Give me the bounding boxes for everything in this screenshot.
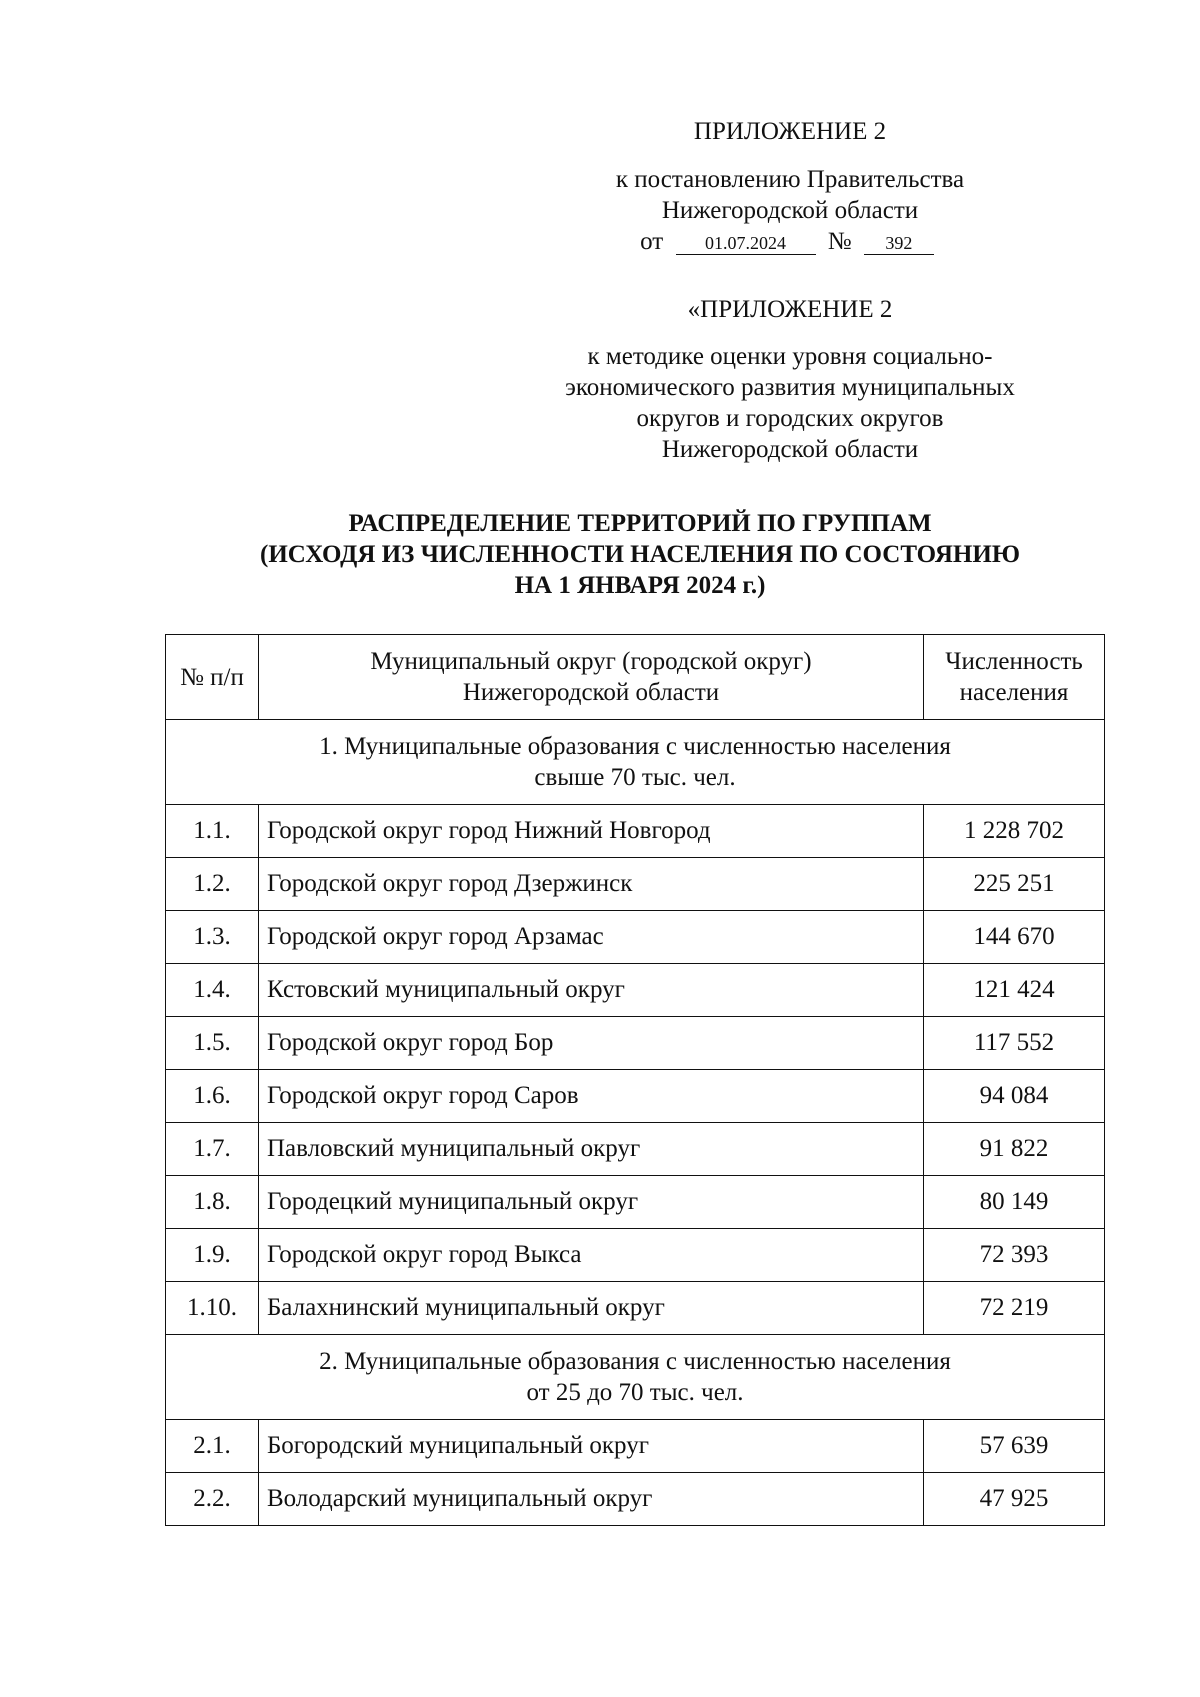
group-title-line2: свыше 70 тыс. чел.: [534, 764, 736, 791]
row-municipality: Балахнинский муниципальный округ: [258, 1282, 923, 1335]
methodology-reference-line: экономического развития муниципальных: [565, 374, 1015, 401]
table-row: [166, 1123, 1105, 1176]
header-population-line1: Численность: [945, 648, 1083, 675]
group-header-row: [166, 720, 1105, 805]
row-municipality: Володарский муниципальный округ: [258, 1473, 923, 1526]
row-municipality: Городецкий муниципальный округ: [258, 1176, 923, 1229]
header-population-line2: населения: [959, 679, 1069, 706]
row-number: 1.3.: [166, 911, 259, 964]
row-number: 1.6.: [166, 1070, 259, 1123]
group-title-line1: 1. Муниципальные образования с численностью населения: [319, 733, 951, 760]
row-number: 2.2.: [166, 1473, 259, 1526]
decree-date: 01.07.2024: [676, 232, 816, 255]
table-row: [166, 1282, 1105, 1335]
from-label: от: [640, 228, 664, 255]
row-population: 144 670: [924, 911, 1105, 964]
row-population: 72 393: [924, 1229, 1105, 1282]
document-title-line: (ИСХОДЯ ИЗ ЧИСЛЕННОСТИ НАСЕЛЕНИЯ ПО СОСТОЯНИЮ: [260, 541, 1020, 568]
row-municipality: Павловский муниципальный округ: [258, 1123, 923, 1176]
methodology-reference-line: округов и городских округов: [636, 405, 944, 432]
row-number: 1.5.: [166, 1017, 259, 1070]
annex-heading: [560, 116, 1020, 147]
document-title: [160, 508, 1120, 601]
methodology-reference-line: к методике оценки уровня социально-: [587, 343, 993, 370]
group-title: [166, 720, 1105, 805]
row-population: 1 228 702: [924, 805, 1105, 858]
row-population: 80 149: [924, 1176, 1105, 1229]
table-row: [166, 1473, 1105, 1526]
annex-reference-line: к постановлению Правительства: [615, 166, 965, 193]
header-municipality: [258, 635, 923, 720]
row-municipality: Городской округ город Арзамас: [258, 911, 923, 964]
row-number: 1.7.: [166, 1123, 259, 1176]
row-population: 117 552: [924, 1017, 1105, 1070]
group-title-line1: 2. Муниципальные образования с численностью населения: [319, 1348, 951, 1375]
row-number: 1.8.: [166, 1176, 259, 1229]
row-municipality: Городской округ город Бор: [258, 1017, 923, 1070]
header-number: № п/п: [166, 635, 259, 720]
group-title-line2: от 25 до 70 тыс. чел.: [526, 1379, 744, 1406]
row-population: 91 822: [924, 1123, 1105, 1176]
header-population: [924, 635, 1105, 720]
methodology-annex-title: «ПРИЛОЖЕНИЕ 2: [687, 296, 893, 323]
methodology-annex-heading: [560, 294, 1020, 325]
row-number: 2.1.: [166, 1420, 259, 1473]
row-municipality: Городской округ город Нижний Новгород: [258, 805, 923, 858]
row-number: 1.2.: [166, 858, 259, 911]
row-municipality: Городской округ город Дзержинск: [258, 858, 923, 911]
methodology-reference-line: Нижегородской области: [661, 436, 919, 463]
table-row: [166, 805, 1105, 858]
table-row: [166, 1176, 1105, 1229]
row-number: 1.1.: [166, 805, 259, 858]
table-row: [166, 858, 1105, 911]
row-municipality: Городской округ город Выкса: [258, 1229, 923, 1282]
population-table: [165, 634, 1105, 1526]
row-number: 1.10.: [166, 1282, 259, 1335]
annex-reference-line: Нижегородской области: [661, 197, 919, 224]
group-header-row: [166, 1335, 1105, 1420]
decree-dateline: [560, 226, 1020, 257]
table-row: [166, 1017, 1105, 1070]
document-title-line: РАСПРЕДЕЛЕНИЕ ТЕРРИТОРИЙ ПО ГРУППАМ: [348, 510, 932, 537]
header-municipality-line2: Нижегородской области: [462, 679, 720, 706]
row-population: 94 084: [924, 1070, 1105, 1123]
table-row: [166, 1229, 1105, 1282]
row-number: 1.4.: [166, 964, 259, 1017]
table-row: [166, 964, 1105, 1017]
row-population: 57 639: [924, 1420, 1105, 1473]
number-label: №: [827, 228, 852, 255]
row-population: 47 925: [924, 1473, 1105, 1526]
document-title-line: НА 1 ЯНВАРЯ 2024 г.): [514, 572, 766, 599]
table-row: [166, 1420, 1105, 1473]
row-municipality: Городской округ город Саров: [258, 1070, 923, 1123]
row-population: 225 251: [924, 858, 1105, 911]
annex-reference: [560, 164, 1020, 257]
row-population: 121 424: [924, 964, 1105, 1017]
row-municipality: Кстовский муниципальный округ: [258, 964, 923, 1017]
row-number: 1.9.: [166, 1229, 259, 1282]
table-row: [166, 911, 1105, 964]
header-municipality-line1: Муниципальный округ (городской округ): [370, 648, 812, 675]
methodology-reference: [548, 341, 1032, 465]
table-header-row: [166, 635, 1105, 720]
decree-number: 392: [864, 232, 934, 255]
table-row: [166, 1070, 1105, 1123]
row-municipality: Богородский муниципальный округ: [258, 1420, 923, 1473]
row-population: 72 219: [924, 1282, 1105, 1335]
group-title: [166, 1335, 1105, 1420]
annex-title: ПРИЛОЖЕНИЕ 2: [693, 118, 887, 145]
